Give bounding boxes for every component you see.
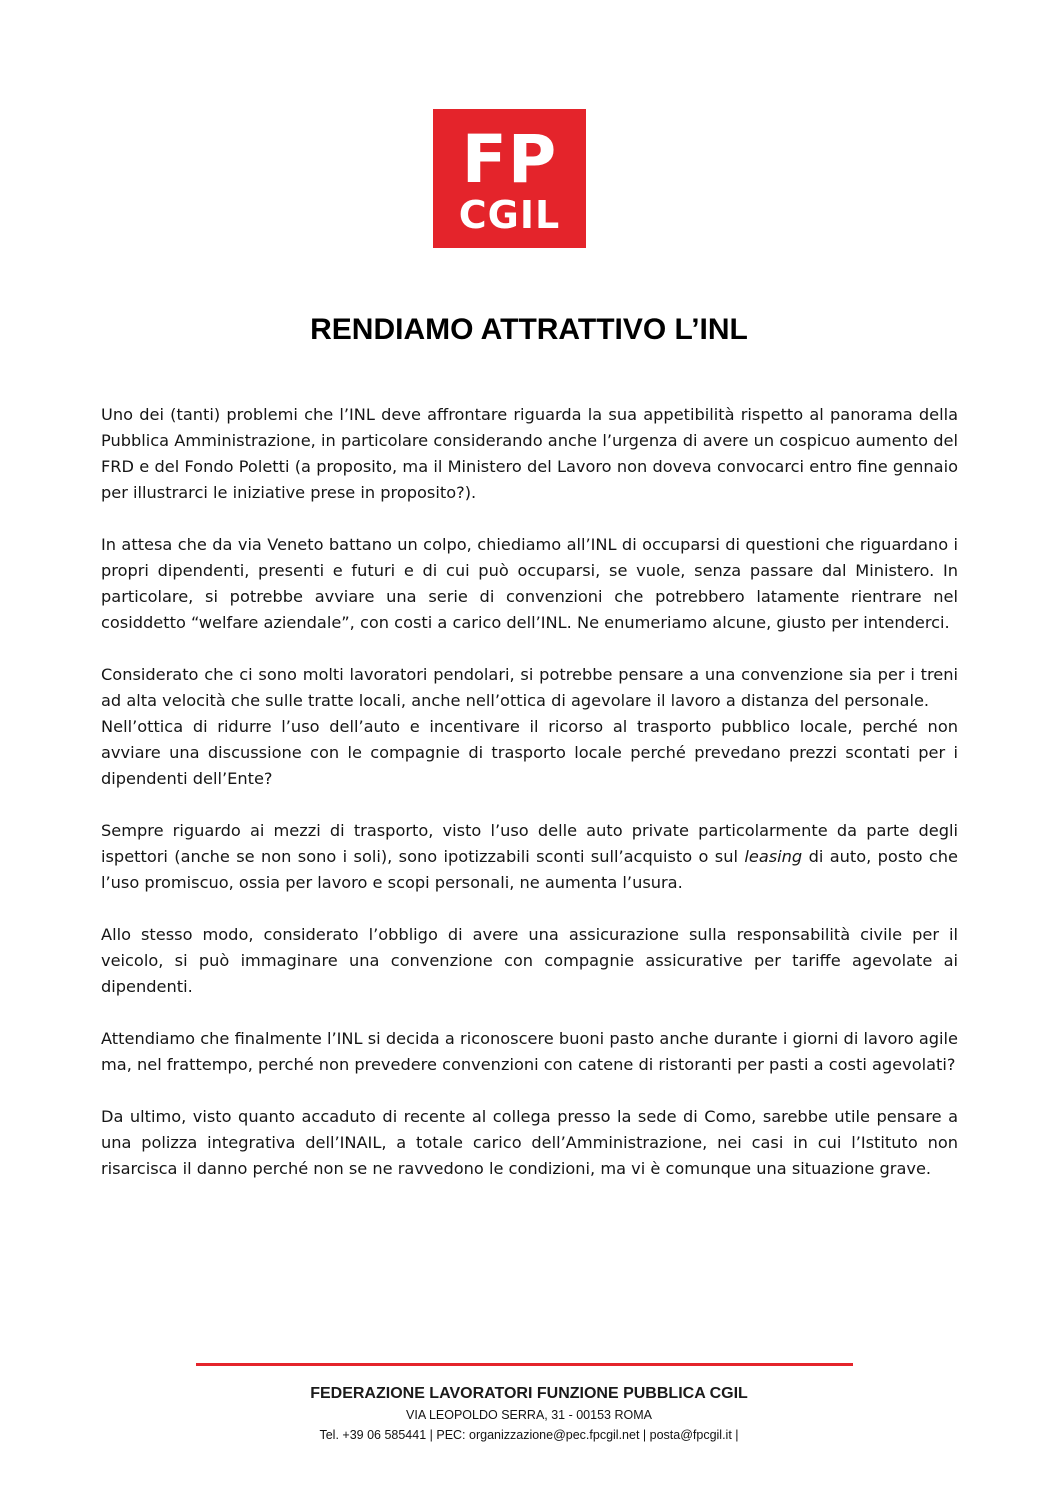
document-body xyxy=(101,402,958,1208)
document-title: RENDIAMO ATTRATTIVO L’INL xyxy=(310,313,748,346)
footer-organization: FEDERAZIONE LAVORATORI FUNZIONE PUBBLICA CGIL xyxy=(310,1385,748,1402)
car-discounts-text-end: di auto, posto che l’uso promiscuo, ossia per lavoro e scopi personali, ne aumenta l’usura. xyxy=(101,847,958,892)
car-discounts-text-start: Sempre riguardo ai mezzi di trasporto, visto l’uso delle auto private particolarmente da parte degli ispettori (anche se non sono i soli), sono ipotizzabili sconti sull’acquisto o sul xyxy=(101,821,958,866)
paragraph-inail-policy: Da ultimo, visto quanto accaduto di recente al collega presso la sede di Como, sarebbe utile pensare a una polizza integrativa dell’INAIL, a totale carico dell’Amministrazione, nei casi in cui l’Istituto non risarcisca il danno perché non se ne ravvedono le condizioni, ma vi è comunque una situazione grave. xyxy=(101,1107,958,1178)
footer-divider xyxy=(196,1363,853,1366)
leasing-emphasis: leasing xyxy=(744,847,803,866)
paragraph-request: In attesa che da via Veneto battano un colpo, chiediamo all’INL di occuparsi di questioni che riguardano i propri dipendenti, presenti e futuri e di cui può occuparsi, se vuole, senza passare dal Ministero. In particolare, si potrebbe avviare una serie di convenzioni che potrebbero latamente rientrare nel cosiddetto “welfare aziendale”, con costi a carico dell’INL. Ne enumeriamo alcune, giusto per intenderci. xyxy=(101,535,958,632)
paragraph-commuters: Considerato che ci sono molti lavoratori pendolari, si potrebbe pensare a una convenzione sia per i treni ad alta velocità che sulle tratte locali, anche nell’ottica di agevolare il lavoro a distanza del personale. xyxy=(101,665,958,710)
paragraph-insurance: Allo stesso modo, considerato l’obbligo di avere una assicurazione sulla responsabilità civile per il veicolo, si può immaginare una convenzione con compagnie assicurative per tariffe agevolate ai dipendenti. xyxy=(101,925,958,996)
paragraph-meal-vouchers: Attendiamo che finalmente l’INL si decida a riconoscere buoni pasto anche durante i giorni di lavoro agile ma, nel frattempo, perché non prevedere convenzioni con catene di ristoranti per pasti a costi agevolati? xyxy=(101,1029,958,1074)
footer-address: VIA LEOPOLDO SERRA, 31 - 00153 ROMA xyxy=(406,1408,652,1422)
fp-cgil-logo xyxy=(433,109,586,248)
logo-fp-text: FP xyxy=(461,121,558,198)
paragraph-car-discounts xyxy=(101,818,958,896)
footer-contacts: Tel. +39 06 585441 | PEC: organizzazione@pec.fpcgil.net | posta@fpcgil.it | xyxy=(319,1428,739,1442)
paragraph-public-transport: Nell’ottica di ridurre l’uso dell’auto e incentivare il ricorso al trasporto pubblico locale, perché non avviare una discussione con le compagnie di trasporto locale perché prevedano prezzi scontati per i dipendenti dell’Ente? xyxy=(101,717,958,788)
logo-cgil-text: CGIL xyxy=(458,193,561,237)
paragraph-intro: Uno dei (tanti) problemi che l’INL deve affrontare riguarda la sua appetibilità rispetto al panorama della Pubblica Amministrazione, in particolare considerando anche l’urgenza di avere un cospicuo aumento del FRD e del Fondo Poletti (a proposito, ma il Ministero del Lavoro non doveva convocarci entro fine gennaio per illustrarci le iniziative prese in proposito?). xyxy=(101,405,958,502)
footer xyxy=(0,1383,1058,1445)
